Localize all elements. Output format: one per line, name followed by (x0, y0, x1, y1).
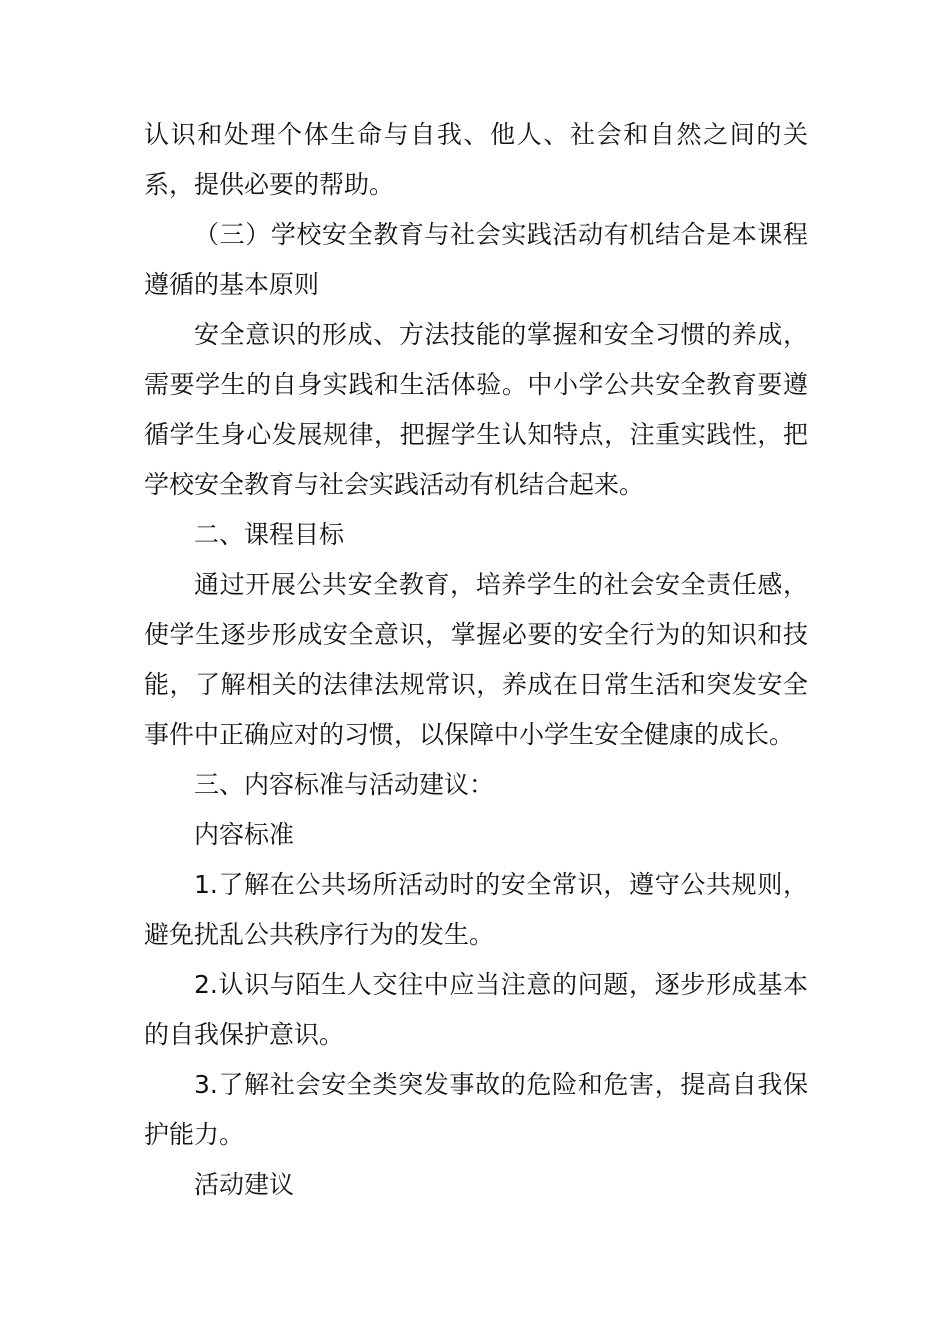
paragraph-continuation: 认识和处理个体生命与自我、他人、社会和自然之间的关系，提供必要的帮助。 (144, 120, 808, 199)
list-item-2: 2.认识与陌生人交往中应当注意的问题，逐步形成基本的自我保护意识。 (144, 970, 808, 1049)
list-item-1: 1.了解在公共场所活动时的安全常识，遵守公共规则，避免扰乱公共秩序行为的发生。 (144, 870, 808, 949)
paragraph-section-heading-3: （三）学校安全教育与社会实践活动有机结合是本课程遵循的基本原则 (144, 220, 808, 299)
list-item-3: 3.了解社会安全类突发事故的危险和危害，提高自我保护能力。 (144, 1070, 808, 1149)
subheading-content-standards: 内容标准 (194, 820, 295, 849)
paragraph-objectives-body: 通过开展公共安全教育，培养学生的社会安全责任感，使学生逐步形成安全意识，掌握必要的安全行为的知识和技能，了解相关的法律法规常识，养成在日常生活和突发安全事件中正确应对的习惯，以保障中小学生安全健康的成长。 (144, 570, 808, 749)
heading-course-objectives: 二、课程目标 (194, 520, 345, 549)
paragraph-principle-body: 安全意识的形成、方法技能的掌握和安全习惯的养成，需要学生的自身实践和生活体验。中小学公共安全教育要遵循学生身心发展规律，把握学生认知特点，注重实践性，把学校安全教育与社会实践活动有机结合起来。 (144, 320, 808, 499)
heading-content-standards-and-activities: 三、内容标准与活动建议： (194, 770, 495, 799)
document-body (144, 110, 808, 1210)
subheading-activity-suggestions: 活动建议 (194, 1170, 295, 1199)
